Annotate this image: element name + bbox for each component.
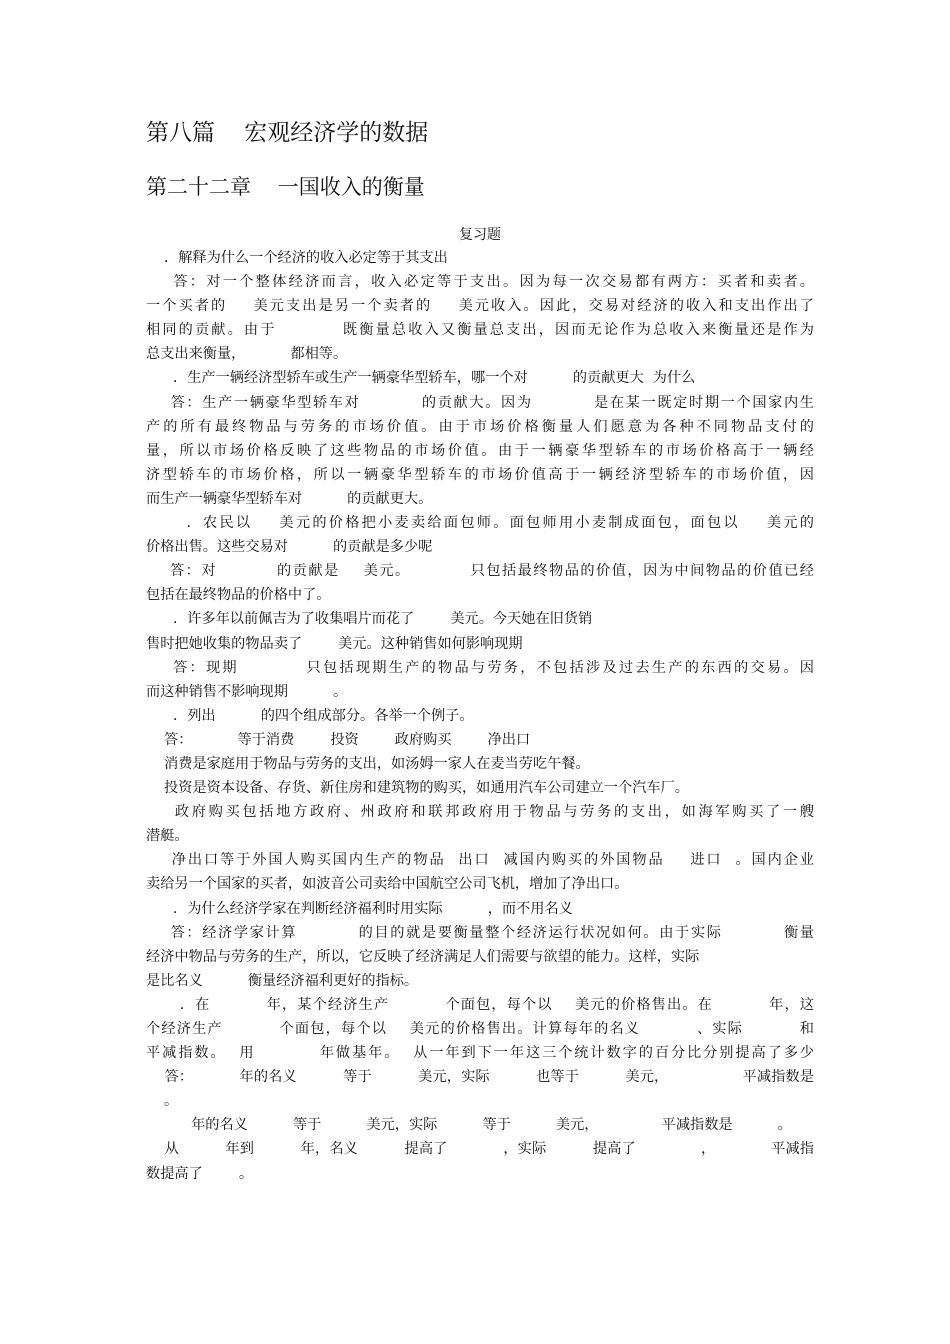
text-line: ．许多年以前佩吉为了收集唱片而花了 美元。今天她在旧货销 xyxy=(146,611,593,628)
text-line: ．在 年，某个经济生产 个面包，每个以 美元的价格售出。在 年，这 xyxy=(146,996,814,1013)
text-line: ．为什么经济学家在判断经济福利时用实际 ，而不用名义 xyxy=(146,900,573,917)
text-line: 答： 等于消费 投资 政府购买 净出口 xyxy=(146,731,531,748)
text-line: 包括在最终物品的价格中了。 xyxy=(146,587,331,604)
text-line: ．解释为什么一个经济的收入必定等于其支出 xyxy=(146,250,448,266)
text-line: 济型轿车的市场价格，所以一辆豪华型轿车的市场价值高于一辆经济型轿车的市场价值，因 xyxy=(146,466,814,483)
text-line: 答：生产一辆豪华型轿车对 的贡献大。因为 是在某一既定时期一个国家内生 xyxy=(146,394,814,411)
text-line: 投资是资本设备、存货、新住房和建筑物的购买，如通用汽车公司建立一个汽车厂。 xyxy=(146,780,689,797)
review-questions-heading: 复习题 xyxy=(459,227,501,243)
text-line: 售时把她收集的物品卖了 美元。这种销售如何影响现期 xyxy=(146,635,523,652)
text-line: 答：现期 只包括现期生产的物品与劳务，不包括涉及过去生产的东西的交易。因 xyxy=(146,659,814,676)
text-line: 答：对一个整体经济而言，收入必定等于支出。因为每一次交易都有两方：买者和卖者。 xyxy=(146,274,814,291)
text-line: 。 xyxy=(146,1093,179,1110)
text-line: 答： 年的名义 等于 美元，实际 也等于 美元， 平减指数是 xyxy=(146,1069,814,1086)
text-line: 一个买者的 美元支出是另一个卖者的 美元收入。因此，交易对经济的收入和支出作出了 xyxy=(146,298,814,315)
text-line: 价格出售。这些交易对 的贡献是多少呢 xyxy=(146,539,433,556)
text-line: 相同的贡献。由于 既衡量总收入又衡量总支出，因而无论作为总收入来衡量还是作为 xyxy=(146,322,814,339)
text-line: 产的所有最终物品与劳务的市场价值。由于市场价格衡量人们愿意为各种不同物品支付的 xyxy=(146,418,814,435)
text-line: ．生产一辆经济型轿车或生产一辆豪华型轿车，哪一个对 的贡献更大 为什么 xyxy=(146,370,696,387)
text-line: 量，所以市场价格反映了这些物品的市场价值。由于一辆豪华型轿车的市场价格高于一辆经 xyxy=(146,442,814,459)
text-line: ．农民以 美元的价格把小麦卖给面包师。面包师用小麦制成面包，面包以 美元的 xyxy=(146,515,814,532)
text-line: 年的名义 等于 美元，实际 等于 美元， 平减指数是 。 xyxy=(146,1117,792,1134)
text-line: 消费是家庭用于物品与劳务的支出，如汤姆一家人在麦当劳吃午餐。 xyxy=(146,755,590,772)
text-line: 经济中物品与劳务的生产，所以，它反映了经济满足人们需要与欲望的能力。这样，实际 xyxy=(146,948,700,965)
part-title: 第八篇 宏观经济学的数据 xyxy=(146,120,429,146)
text-line: 平减指数。 用 年做基年。 从一年到下一年这三个统计数字的百分比分别提高了多少 xyxy=(146,1045,814,1062)
text-line: 政府购买包括地方政府、州政府和联邦政府用于物品与劳务的支出，如海军购买了一艘 xyxy=(146,804,814,821)
text-line: 潜艇。 xyxy=(146,828,189,845)
text-line: 净出口等于外国人购买国内生产的物品 出口 减国内购买的外国物品 进口 。国内企业 xyxy=(146,852,814,869)
text-line: 个经济生产 个面包，每个以 美元的价格售出。计算每年的名义 、实际 和 xyxy=(146,1021,814,1037)
text-line: 总支出来衡量， 都相等。 xyxy=(146,346,348,363)
text-line: 而这种销售不影响现期 。 xyxy=(146,683,348,700)
text-line: 是比名义 衡量经济福利更好的指标。 xyxy=(146,972,419,989)
body-text xyxy=(146,246,814,1186)
text-line: 答：经济学家计算 的目的就是要衡量整个经济运行状况如何。由于实际 衡量 xyxy=(146,924,814,941)
text-line: 答：对 的贡献是 美元。 只包括最终物品的价值，因为中间物品的价值已经 xyxy=(146,563,814,580)
text-line: 从 年到 年，名义 提高了 ，实际 提高了 ， 平减指 xyxy=(146,1141,814,1158)
document-page xyxy=(146,100,814,1186)
text-line: 而生产一辆豪华型轿车对 的贡献更大。 xyxy=(146,490,433,507)
text-line: ．列出 的四个组成部分。各举一个例子。 xyxy=(146,707,474,724)
text-line: 数提高了 。 xyxy=(146,1165,254,1182)
chapter-title: 第二十二章 一国收入的衡量 xyxy=(146,175,425,199)
text-line: 卖给另一个国家的买者，如波音公司卖给中国航空公司飞机，增加了净出口。 xyxy=(146,876,629,893)
